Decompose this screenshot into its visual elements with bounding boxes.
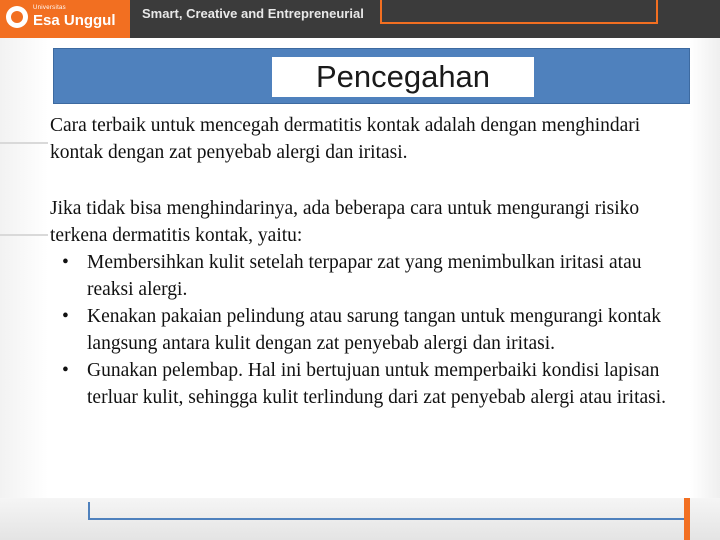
left-decoration — [0, 38, 48, 498]
right-decoration — [690, 38, 720, 498]
logo-emblem-icon — [6, 6, 28, 28]
tagline: Smart, Creative and Entrepreneurial — [142, 6, 364, 21]
bullet-list — [50, 249, 690, 411]
bullet-icon: • — [62, 252, 69, 273]
slide-title: Pencegahan — [315, 59, 491, 94]
paragraph-spacer — [50, 166, 690, 195]
footer-accent — [684, 498, 690, 540]
list-item-text: Membersihkan kulit setelah terpapar zat yang menimbulkan iritasi atau reaksi alergi. — [87, 252, 642, 300]
list-item — [50, 357, 690, 411]
paragraph-ways: Jika tidak bisa menghindarinya, ada beberapa cara untuk mengurangi risiko terkena dermatitis kontak, yaitu: — [50, 198, 640, 246]
logo-text: Esa Unggul — [33, 12, 116, 29]
university-logo — [0, 0, 130, 38]
bullet-icon: • — [62, 360, 69, 381]
slide-content — [50, 112, 690, 411]
header-banner — [0, 0, 720, 38]
list-item — [50, 249, 690, 303]
header-frame-decoration — [380, 0, 658, 24]
list-item-text: Kenakan pakaian pelindung atau sarung tangan untuk mengurangi kontak langsung antara kulit dengan zat penyebab alergi dan iritasi. — [87, 306, 661, 354]
title-background — [272, 57, 534, 97]
title-box — [53, 48, 690, 104]
logo-small-text: Universitas — [33, 5, 66, 11]
list-item — [50, 303, 690, 357]
paragraph-intro: Cara terbaik untuk mencegah dermatitis kontak adalah dengan menghindari kontak dengan zat penyebab alergi dan iritasi. — [50, 115, 641, 163]
left-decoration-line — [0, 142, 48, 144]
footer-line-decoration — [88, 502, 688, 520]
list-item-text: Gunakan pelembap. Hal ini bertujuan untuk memperbaiki kondisi lapisan terluar kulit, sehingga kulit terlindung dari zat penyebab alergi atau iritasi. — [87, 360, 667, 408]
left-decoration-line — [0, 234, 48, 236]
bullet-icon: • — [62, 306, 69, 327]
